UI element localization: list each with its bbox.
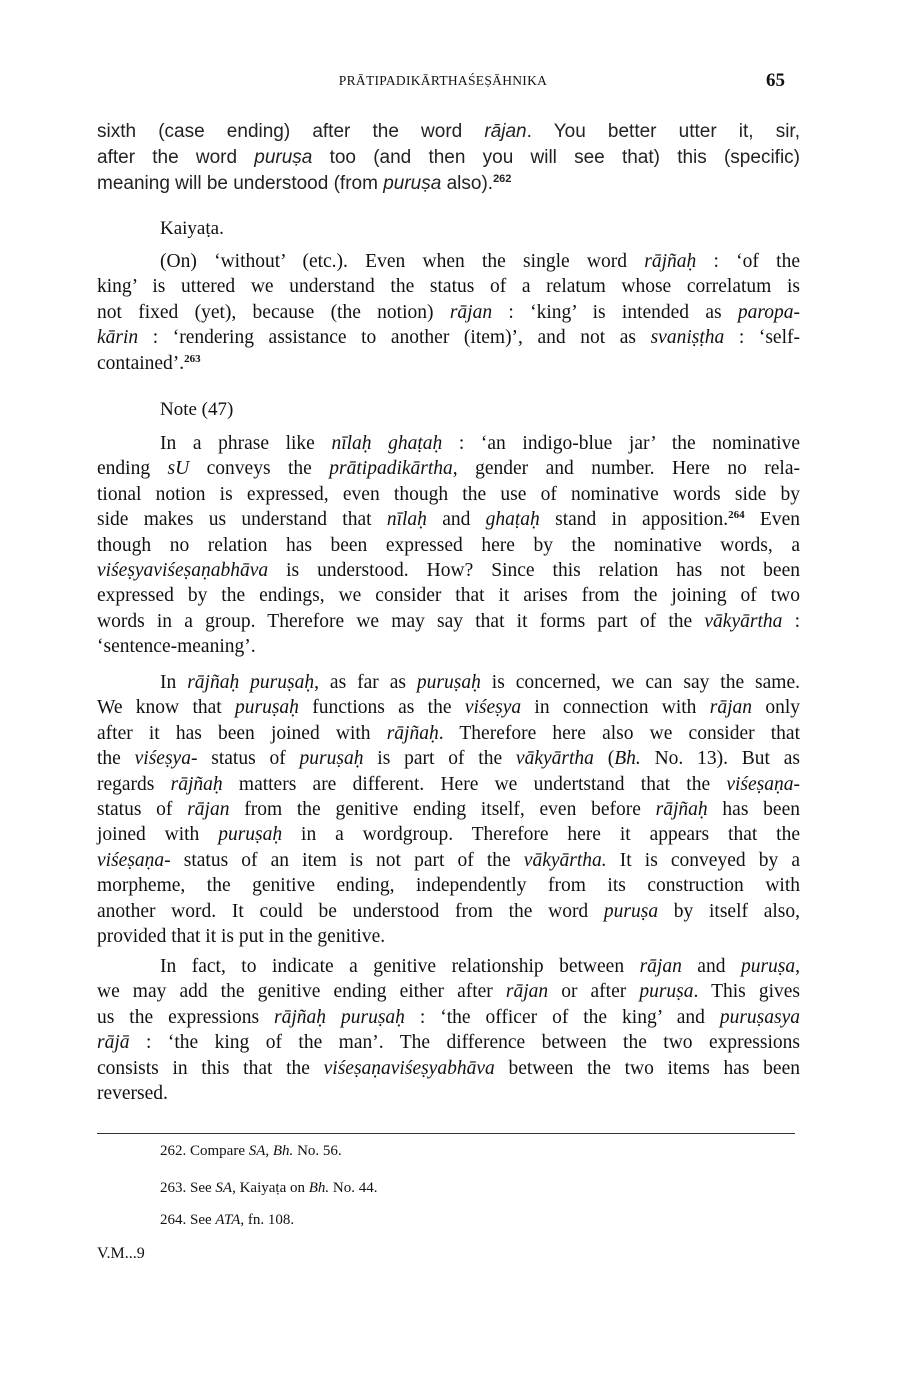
text-run: : ‘the officer of the king’ and [404,1006,720,1028]
italic-term: prātipadikārtha [329,458,453,480]
italic-term: rājñaḥ [655,799,708,821]
italic-term: svaniṣṭha [650,327,725,349]
text-run: is part of the [363,748,516,770]
text-run: another word. It could be understood from the word [97,900,604,922]
text-run: expressed by the endings, we consider that it arises from the joining of two [97,585,800,607]
text-run: sixth (case ending) after the word [97,121,485,142]
text-run: No. 56. [293,1143,342,1159]
italic-term: ghaṭaḥ [485,509,540,531]
italic-term: rājan [505,981,549,1003]
italic-term: vākyārtha [515,748,594,770]
italic-term: viśeṣaṇa- [726,773,801,795]
text-run: stand in apposition. [539,509,729,531]
text-line [97,583,800,608]
text-run: : ‘of the [696,251,800,272]
text-run: only [752,697,800,719]
text-line [97,274,800,299]
text-run: not fixed (yet), because (the notion) [97,301,450,323]
text-run: : [782,610,800,632]
text-line [97,145,800,171]
text-run: is understood. How? Since this relation has not been [268,560,800,582]
text-run: too (and then you will see that) this (specific) [312,147,800,168]
text-run: tional notion is expressed, even though the use of nominative words side by [97,483,800,505]
italic-term: viśeṣya- [134,748,198,770]
text-run: : ‘king’ is intended as [492,301,738,323]
footnote [160,1180,378,1197]
text-run: or after [548,981,640,1003]
text-run: also). [441,173,494,194]
italic-term: puruṣaḥ [235,697,299,719]
text-run: after it has been joined with [97,722,387,744]
footnote-ref: 263 [184,352,201,365]
text-line [97,822,800,847]
text-run: functions as the [298,697,465,719]
italic-term: kārin [97,327,139,349]
text-line [97,119,800,145]
italic-term: puruṣa [603,900,659,922]
text-line [97,558,800,583]
italic-term: vākyārtha [704,610,783,632]
italic-term: rājan [187,799,230,821]
text-line [97,249,800,274]
text-line [97,721,800,746]
text-line [97,797,800,822]
text-run: 263. See [160,1180,216,1196]
text-line [97,979,800,1004]
text-run: after the word [97,147,255,168]
text-run: though no relation has been expressed here by the nominative words, a [97,534,800,556]
text-line [97,325,800,350]
text-run: Even [744,509,800,531]
italic-term: rājā [97,1032,130,1054]
text-run: , as far as [314,672,417,693]
text-line [97,954,800,979]
italic-term: rājñaḥ puruṣaḥ [274,1006,405,1028]
italic-term: puruṣasya [719,1006,800,1028]
text-run: status of an item is not part of the [170,849,524,871]
text-run: 262. Compare [160,1143,249,1159]
text-run: between the two items has been [494,1057,800,1079]
text-run: and [681,956,741,977]
text-line [97,351,800,376]
text-run: us the expressions [97,1006,275,1028]
text-run: We know that [97,697,235,719]
italic-term: viśeṣaṇaviśeṣyabhāva [323,1057,495,1079]
text-line [97,609,800,634]
text-run: ending [97,458,168,480]
text-run: has been [707,799,800,821]
text-run: meaning will be understood (from [97,173,384,194]
footnote-ref: 262 [493,173,512,185]
paragraph [97,954,800,1106]
text-line [97,772,800,797]
text-line [97,456,800,481]
text-run: , Kaiyaṭa on [232,1180,309,1196]
text-run: In a phrase like [160,433,332,454]
text-run: No. 13). But as [640,748,800,770]
footnote-ref: 264 [728,509,745,522]
text-line [97,507,800,532]
text-line [97,634,800,659]
text-run: In [160,672,188,693]
paragraph [97,670,800,949]
text-run: It is conveyed by a [606,849,800,871]
text-run: 264. See [160,1212,216,1228]
italic-term: puruṣa [254,147,313,168]
text-run: No. 44. [329,1180,378,1196]
footnote-divider [97,1133,795,1134]
text-run: we may add the genitive ending either after [97,981,506,1003]
text-run: status of [197,748,300,770]
paragraph [97,249,800,376]
text-line [97,873,800,898]
text-line [97,1081,800,1106]
text-line [97,171,800,197]
text-line [97,899,800,924]
text-run: , gender and number. Here no rela- [452,458,800,480]
text-run: : ‘an indigo-blue jar’ the nominative [442,433,800,454]
italic-term: puruṣaḥ [299,748,364,770]
italic-term: rājñaḥ [170,773,223,795]
italic-term: rājan [449,301,493,323]
italic-term: puruṣa [639,981,694,1003]
italic-term: Bh. [614,748,641,770]
italic-term: nīlaḥ ghaṭaḥ [331,433,443,454]
italic-term: rājñaḥ puruṣaḥ [187,672,315,693]
text-run: reversed. [97,1083,168,1105]
text-run: conveys the [189,458,330,480]
text-run: in a wordgroup. Therefore here it appears that the [282,824,800,846]
italic-term: rājan [484,121,527,142]
italic-term: rājñaḥ [644,251,697,272]
italic-term: viśeṣaṇa- [97,849,171,871]
italic-term: viśeṣya [464,697,522,719]
text-run: in connection with [521,697,710,719]
text-run: from the genitive ending itself, even before [229,799,656,821]
text-line [97,670,800,695]
italic-term: rājñaḥ [386,722,439,744]
text-line [97,1056,800,1081]
italic-term: SA [215,1180,233,1196]
text-run: , [795,956,801,977]
text-run: is concerned, we can say the same. [480,672,800,693]
italic-term: puruṣa [740,956,796,977]
section-heading-kaiyata: Kaiyaṭa. [160,218,224,239]
text-run: . This gives [693,981,800,1003]
text-run: and [426,509,486,531]
italic-term: paropa- [737,301,800,323]
text-run: provided that it is put in the genitive. [97,926,386,948]
text-run: by itself also, [658,900,800,922]
text-line [97,300,800,325]
text-run: matters are different. Here we undertstand that the [222,773,727,795]
text-run: the [97,748,135,770]
italic-term: rājan [709,697,753,719]
italic-term: puruṣa [383,173,442,194]
italic-term: viśeṣyaviśeṣaṇabhāva [97,560,269,582]
italic-term: ATA [215,1212,241,1228]
text-line [97,533,800,558]
text-run: In fact, to indicate a genitive relationship between [160,956,640,977]
paragraph [97,431,800,660]
italic-term: Bh. [308,1180,330,1196]
text-line [97,746,800,771]
footnote [160,1212,294,1229]
paragraph [97,119,800,197]
text-run: side makes us understand that [97,509,387,531]
text-run: ( [593,748,615,770]
italic-term: SA, Bh. [248,1143,294,1159]
text-run: consists in this that the [97,1057,324,1079]
text-run: : ‘rendering assistance to another (item)’, and not as [138,327,651,349]
text-line [97,431,800,456]
text-run: ‘sentence-meaning’. [97,636,256,658]
text-run: king’ is uttered we understand the status of a relatum whose correlatum is [97,276,800,298]
text-run: : ‘the king of the man’. The difference between the two expressions [129,1032,800,1054]
text-run: joined with [97,824,219,846]
text-run: , fn. 108. [240,1212,295,1228]
text-run: . You better utter it, sir, [526,121,800,142]
text-line [97,924,800,949]
section-heading-note: Note (47) [160,399,234,420]
italic-term: nīlaḥ [386,509,427,531]
text-run: . Therefore here also we consider that [438,722,801,744]
italic-term: puruṣaḥ [416,672,481,693]
italic-term: sU [167,458,190,480]
text-run: words in a group. Therefore we may say that it forms part of the [97,610,705,632]
running-title: PRĀTIPADIKĀRTHAŚEṢĀHNIKA [338,73,548,88]
text-line [97,482,800,507]
text-run: : ‘self- [724,327,800,349]
signature-mark: V.M...9 [97,1245,145,1262]
page-number: 65 [766,70,785,91]
italic-term: vākyārtha. [523,849,607,871]
text-line [97,695,800,720]
text-line [97,848,800,873]
text-run: morpheme, the genitive ending, independently from its construction with [97,875,800,897]
text-run: regards [97,773,171,795]
text-line [97,1005,800,1030]
text-run: (On) ‘without’ (etc.). Even when the single word [160,251,645,272]
footnote [160,1143,342,1160]
text-line [97,1030,800,1055]
italic-term: rājan [639,956,682,977]
italic-term: puruṣaḥ [218,824,283,846]
text-run: status of [97,799,188,821]
text-run: contained’. [97,352,185,374]
